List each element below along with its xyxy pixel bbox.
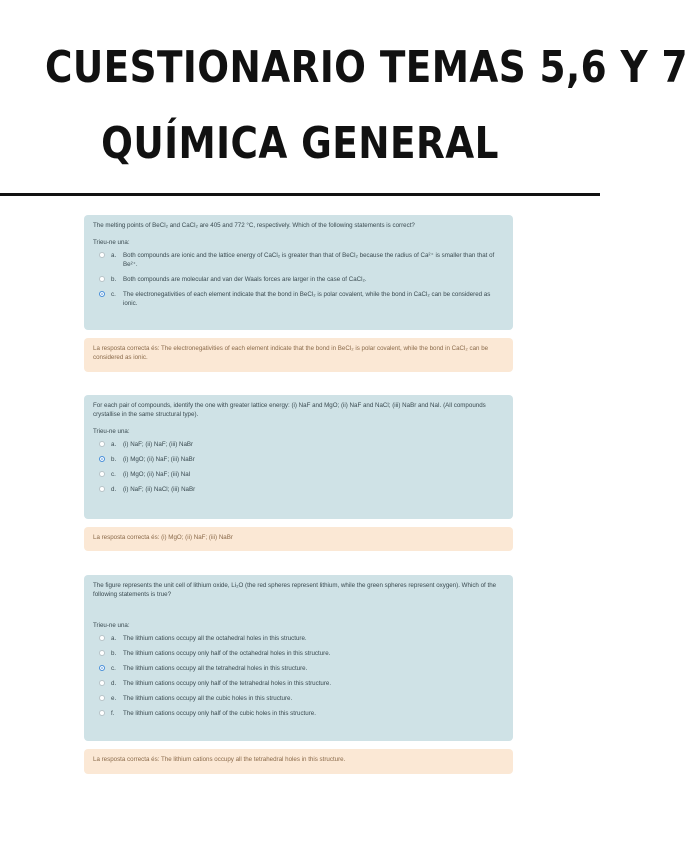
option-letter: a. — [111, 635, 117, 642]
question-3-option-a[interactable] — [93, 634, 504, 643]
option-text: (i) NaF; (ii) NaCl; (iii) NaBr — [123, 486, 196, 493]
radio-unselected-icon[interactable] — [99, 695, 105, 701]
question-3-option-e[interactable] — [93, 694, 504, 703]
radio-unselected-icon[interactable] — [99, 680, 105, 686]
title-line-2: QUÍMICA GENERAL — [101, 118, 499, 169]
title-line-1: CUESTIONARIO TEMAS 5,6 Y 7 — [45, 42, 688, 93]
option-letter: a. — [111, 441, 117, 448]
page-title — [45, 30, 688, 182]
option-letter: a. — [111, 252, 117, 259]
question-3-option-c[interactable] — [93, 664, 504, 673]
feedback-text: La resposta correcta és: (i) MgO; (ii) NaF; (iii) NaBr — [93, 534, 233, 541]
question-1-choose-label: Trieu-ne una: — [93, 239, 130, 246]
question-2-option-a[interactable] — [93, 440, 504, 449]
question-3-option-f[interactable] — [93, 709, 504, 718]
feedback-text: La resposta correcta és: The lithium cations occupy all the tetrahedral holes in this structure. — [93, 756, 346, 763]
feedback-text: La resposta correcta és: The electronegativities of each element indicate that the bond in BeCl₂ is polar covalent, while the bond in CaCl₂ can be considered as ionic. — [93, 345, 489, 361]
radio-unselected-icon[interactable] — [99, 441, 105, 447]
option-letter: d. — [111, 680, 117, 687]
question-3-text: The figure represents the unit cell of lithium oxide, Li₂O (the red spheres represent lithium, while the green spheres represent oxygen). Which of the following statements is true? — [93, 582, 497, 598]
radio-selected-icon[interactable] — [99, 456, 105, 462]
option-letter: c. — [111, 665, 116, 672]
radio-selected-icon[interactable] — [99, 665, 105, 671]
question-1-text: The melting points of BeCl₂ and CaCl₂ are 405 and 772 °C, respectively. Which of the following statements is correct? — [93, 222, 415, 229]
question-1-option-b[interactable] — [93, 275, 504, 284]
radio-unselected-icon[interactable] — [99, 650, 105, 656]
title-divider — [0, 193, 600, 196]
question-2-card — [84, 395, 513, 519]
question-3-card — [84, 575, 513, 741]
radio-selected-icon[interactable] — [99, 291, 105, 297]
question-3-option-d[interactable] — [93, 679, 504, 688]
question-2-choose-label: Trieu-ne una: — [93, 428, 130, 435]
radio-unselected-icon[interactable] — [99, 252, 105, 258]
question-2-option-d[interactable] — [93, 485, 504, 494]
option-text: (i) MgO; (ii) NaF; (iii) NaI — [123, 471, 191, 478]
option-text: Both compounds are ionic and the lattice energy of CaCl₂ is greater than that of BeCl₂ because the radius of Ca²⁺ is smaller than that of Be²⁺. — [123, 252, 495, 268]
option-letter: c. — [111, 471, 116, 478]
option-text: The lithium cations occupy all the tetrahedral holes in this structure. — [123, 665, 308, 672]
option-text: The lithium cations occupy only half of the octahedral holes in this structure. — [123, 650, 331, 657]
question-1-option-a[interactable] — [93, 251, 504, 269]
question-3-choose-label: Trieu-ne una: — [93, 622, 130, 629]
option-letter: b. — [111, 650, 117, 657]
option-letter: b. — [111, 276, 117, 283]
option-text: The lithium cations occupy all the octahedral holes in this structure. — [123, 635, 307, 642]
option-text: (i) NaF; (ii) NaF; (iii) NaBr — [123, 441, 194, 448]
option-letter: d. — [111, 486, 117, 493]
option-letter: e. — [111, 695, 117, 702]
question-2-option-b[interactable] — [93, 455, 504, 464]
option-letter: f. — [111, 710, 115, 717]
radio-unselected-icon[interactable] — [99, 710, 105, 716]
option-letter: c. — [111, 291, 116, 298]
option-text: (i) MgO; (ii) NaF; (iii) NaBr — [123, 456, 195, 463]
radio-unselected-icon[interactable] — [99, 276, 105, 282]
question-2-feedback — [84, 527, 513, 551]
question-1-feedback — [84, 338, 513, 372]
question-1-option-c[interactable] — [93, 290, 504, 308]
option-text: The lithium cations occupy all the cubic holes in this structure. — [123, 695, 293, 702]
option-text: The electronegativities of each element indicate that the bond in BeCl₂ is polar covalent, while the bond in CaCl₂ can be considered as ionic. — [123, 291, 491, 307]
question-1-card — [84, 215, 513, 330]
option-text: The lithium cations occupy only half of the cubic holes in this structure. — [123, 710, 316, 717]
radio-unselected-icon[interactable] — [99, 635, 105, 641]
question-3-option-b[interactable] — [93, 649, 504, 658]
question-3-feedback — [84, 749, 513, 774]
option-text: The lithium cations occupy only half of the tetrahedral holes in this structure. — [123, 680, 332, 687]
radio-unselected-icon[interactable] — [99, 486, 105, 492]
radio-unselected-icon[interactable] — [99, 471, 105, 477]
question-2-option-c[interactable] — [93, 470, 504, 479]
question-2-text: For each pair of compounds, identify the one with greater lattice energy: (i) NaF and MgO; (ii) NaF and NaCl; (iii) NaBr and NaI. (All compounds crystallise in the same structural type). — [93, 402, 486, 418]
option-text: Both compounds are molecular and van der Waals forces are larger in the case of CaCl₂. — [123, 276, 367, 283]
option-letter: b. — [111, 456, 117, 463]
